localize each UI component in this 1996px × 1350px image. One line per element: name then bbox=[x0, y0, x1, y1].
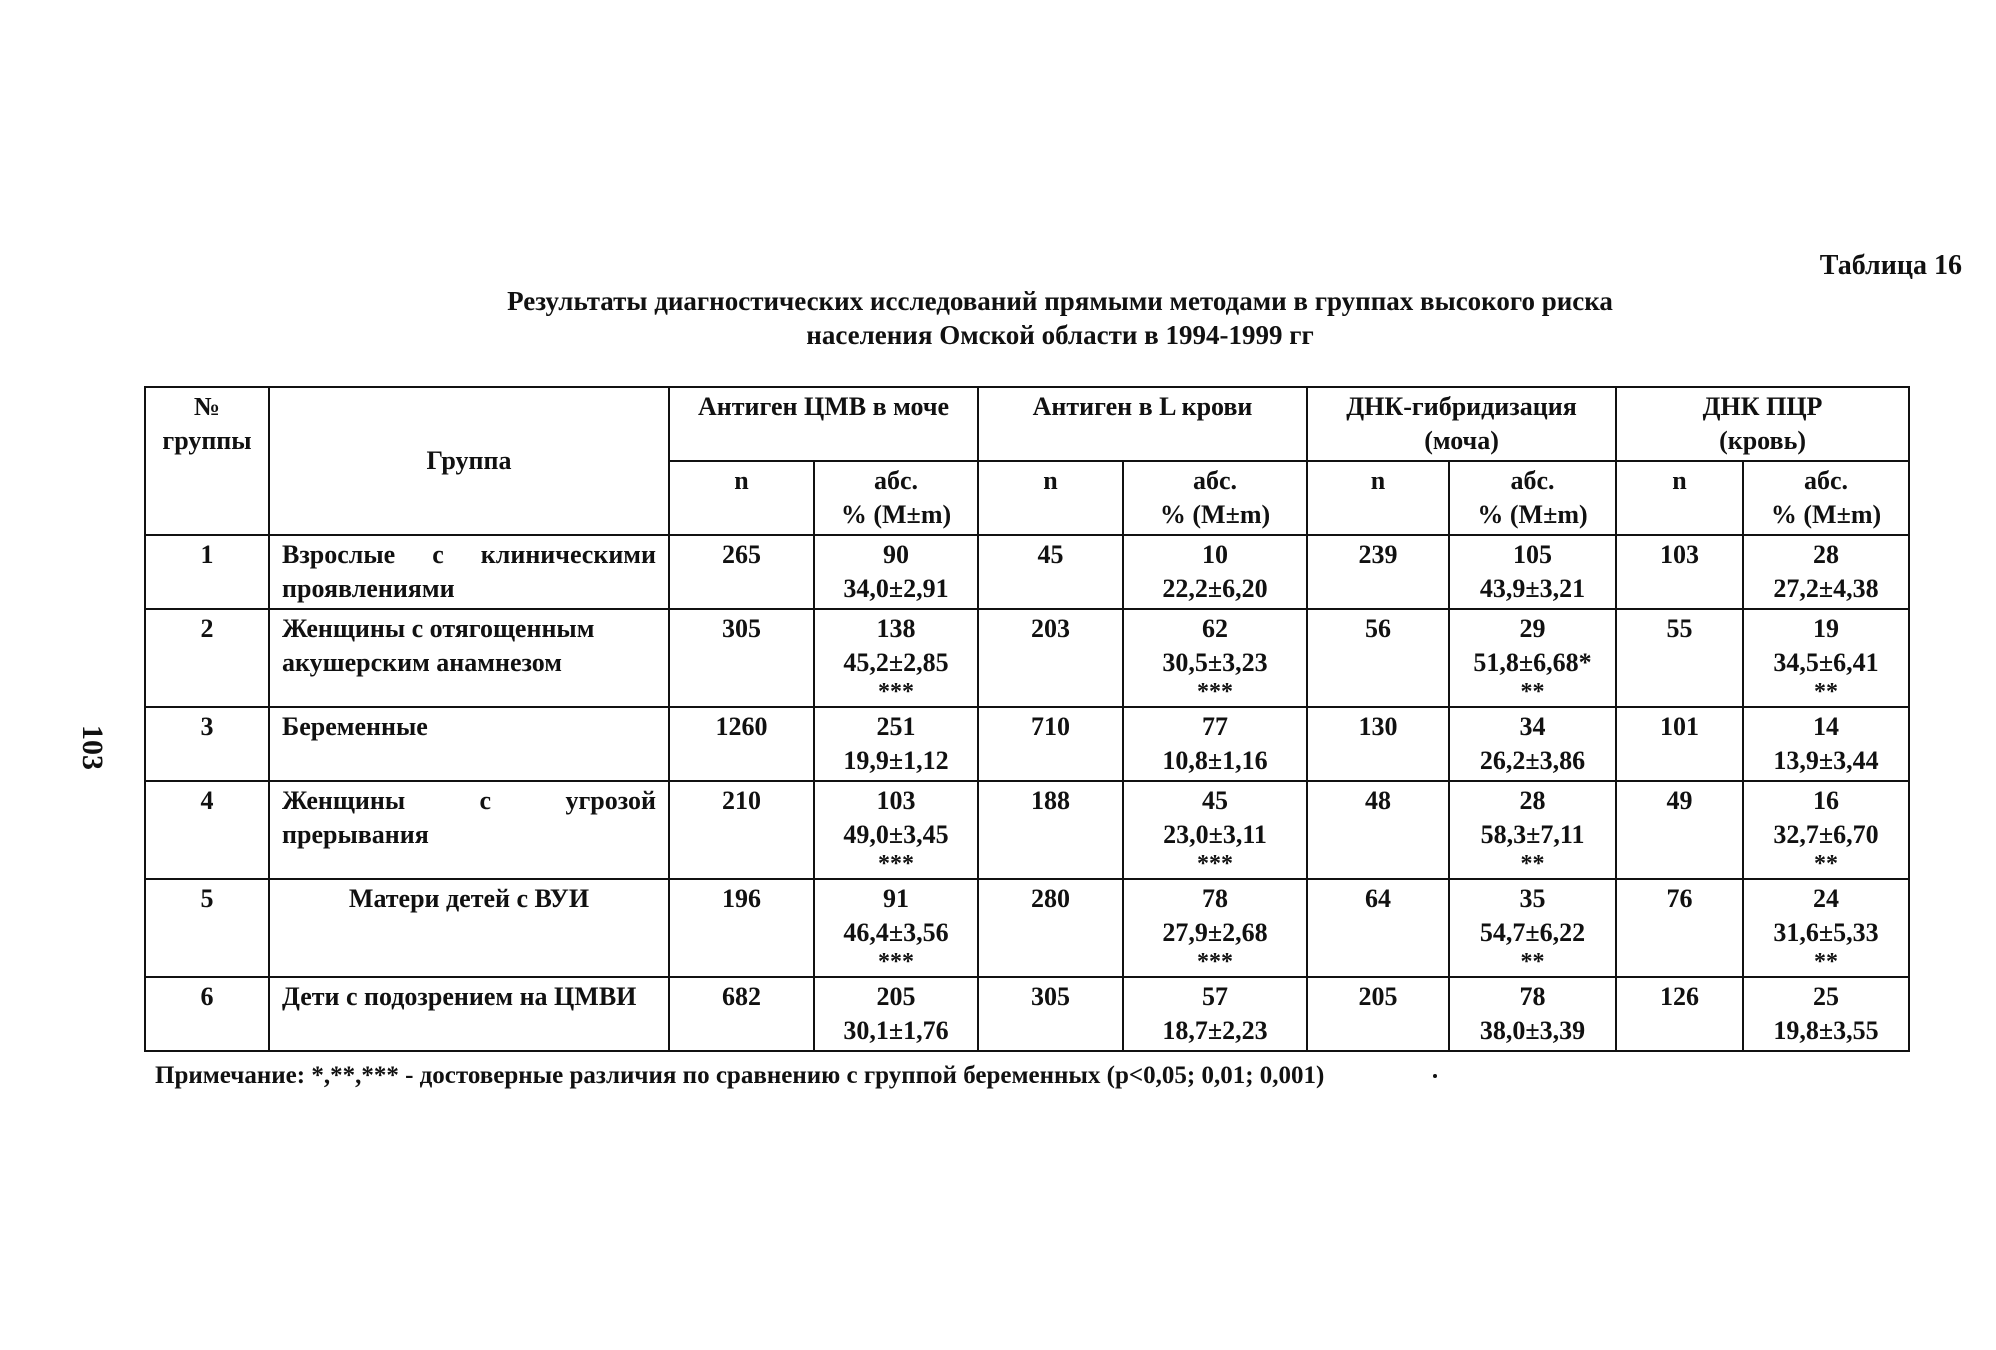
cell-pct: 19,8±3,55 bbox=[1773, 1016, 1879, 1045]
cell-n: 76 bbox=[1616, 879, 1743, 977]
header-antigen-urine bbox=[669, 387, 978, 461]
cell-abs: 62 bbox=[1202, 614, 1229, 643]
cell-n: 64 bbox=[1307, 879, 1449, 977]
cell-pct: 30,5±3,23 bbox=[1162, 648, 1268, 677]
header-antigen-blood-label: Антиген в L крови bbox=[1032, 392, 1253, 421]
cell-abs-pct bbox=[1123, 535, 1307, 609]
header-n: n bbox=[669, 461, 814, 535]
cell-pct: 34,5±6,41 bbox=[1773, 648, 1879, 677]
header-abs: абс. bbox=[1510, 466, 1555, 495]
cell-abs-pct bbox=[1449, 707, 1616, 781]
cell-abs-pct bbox=[814, 879, 978, 977]
cell-pct: 32,7±6,70 bbox=[1773, 820, 1879, 849]
cell-abs-pct bbox=[1743, 609, 1909, 707]
cell-abs: 77 bbox=[1202, 712, 1229, 741]
cell-n: 305 bbox=[669, 609, 814, 707]
header-group-number-line2: группы bbox=[162, 426, 252, 455]
cell-abs-pct bbox=[1449, 977, 1616, 1051]
cell-abs-pct bbox=[1449, 609, 1616, 707]
cell-abs-pct bbox=[814, 609, 978, 707]
page-number: 103 bbox=[76, 725, 109, 770]
cell-abs: 57 bbox=[1202, 982, 1229, 1011]
cell-group-number: 3 bbox=[145, 707, 269, 781]
cell-pct: 38,0±3,39 bbox=[1479, 1016, 1586, 1045]
header-abs-pct bbox=[1743, 461, 1909, 535]
significance-stars: ** bbox=[1814, 851, 1839, 877]
cell-pct: 51,8±6,68* bbox=[1473, 648, 1592, 677]
cell-pct: 22,2±6,20 bbox=[1162, 574, 1268, 603]
cell-pct: 10,8±1,16 bbox=[1162, 746, 1268, 775]
header-abs-pct bbox=[814, 461, 978, 535]
cell-n: 210 bbox=[669, 781, 814, 879]
cell-group-name: Женщины с отягощенным акушерским анамнезом bbox=[269, 609, 669, 707]
cell-n: 265 bbox=[669, 535, 814, 609]
cell-abs: 19 bbox=[1813, 614, 1840, 643]
table-row bbox=[145, 609, 1909, 707]
cell-abs: 29 bbox=[1519, 614, 1546, 643]
cell-abs: 10 bbox=[1202, 540, 1229, 569]
header-group-number bbox=[145, 387, 269, 535]
cell-abs-pct bbox=[1449, 781, 1616, 879]
cell-pct: 18,7±2,23 bbox=[1162, 1016, 1268, 1045]
cell-abs-pct bbox=[1743, 879, 1909, 977]
header-abs-pct bbox=[1123, 461, 1307, 535]
cell-n: 126 bbox=[1616, 977, 1743, 1051]
cell-abs-pct bbox=[1123, 609, 1307, 707]
cell-abs-pct bbox=[1743, 781, 1909, 879]
cell-abs: 251 bbox=[876, 712, 916, 741]
header-n: n bbox=[978, 461, 1123, 535]
header-abs: абс. bbox=[873, 466, 919, 495]
significance-stars: ** bbox=[1814, 679, 1839, 705]
cell-pct: 27,9±2,68 bbox=[1162, 918, 1268, 947]
cell-n: 103 bbox=[1616, 535, 1743, 609]
header-abs-pct bbox=[1449, 461, 1616, 535]
table-row bbox=[145, 879, 1909, 977]
cell-n: 203 bbox=[978, 609, 1123, 707]
cell-pct: 58,3±7,11 bbox=[1480, 820, 1585, 849]
cell-abs-pct bbox=[1123, 977, 1307, 1051]
cell-n: 196 bbox=[669, 879, 814, 977]
table-row bbox=[145, 535, 1909, 609]
cell-n: 49 bbox=[1616, 781, 1743, 879]
table-title bbox=[145, 284, 1975, 352]
cell-abs-pct bbox=[1449, 879, 1616, 977]
header-pct: % (M±m) bbox=[840, 500, 952, 529]
cell-pct: 54,7±6,22 bbox=[1479, 918, 1586, 947]
cell-abs: 45 bbox=[1202, 786, 1229, 815]
table-row bbox=[145, 781, 1909, 879]
header-abs: абс. bbox=[1193, 466, 1238, 495]
cell-abs-pct bbox=[1123, 707, 1307, 781]
header-antigen-urine-label: Антиген ЦМВ в моче bbox=[697, 392, 950, 421]
cell-abs-pct bbox=[1123, 879, 1307, 977]
cell-n: 55 bbox=[1616, 609, 1743, 707]
table-row bbox=[145, 707, 1909, 781]
cell-abs-pct bbox=[814, 707, 978, 781]
cell-abs: 78 bbox=[1202, 884, 1229, 913]
cell-abs: 34 bbox=[1519, 712, 1546, 741]
significance-stars: ** bbox=[1520, 949, 1545, 975]
stray-dot bbox=[1433, 1074, 1437, 1078]
header-abs: абс. bbox=[1804, 466, 1849, 495]
significance-stars: *** bbox=[878, 679, 914, 705]
cell-abs: 138 bbox=[876, 614, 916, 643]
cell-group-number: 2 bbox=[145, 609, 269, 707]
cell-group-name: Женщины с угрозой прерывания bbox=[269, 781, 669, 879]
header-dna-hybridization-line2: (моча) bbox=[1424, 426, 1499, 455]
significance-stars: ** bbox=[1520, 851, 1545, 877]
significance-stars: *** bbox=[1197, 679, 1234, 705]
cell-pct: 19,9±1,12 bbox=[843, 746, 949, 775]
header-n: n bbox=[1307, 461, 1449, 535]
cell-abs: 205 bbox=[876, 982, 916, 1011]
cell-abs: 24 bbox=[1813, 884, 1840, 913]
header-dna-pcr bbox=[1616, 387, 1909, 461]
cell-abs: 28 bbox=[1813, 540, 1840, 569]
cell-n: 1260 bbox=[669, 707, 814, 781]
header-pct: % (M±m) bbox=[1770, 500, 1882, 529]
cell-abs: 14 bbox=[1813, 712, 1840, 741]
header-n: n bbox=[1616, 461, 1743, 535]
cell-abs-pct bbox=[1123, 781, 1307, 879]
cell-abs: 28 bbox=[1519, 786, 1546, 815]
header-row-top bbox=[145, 387, 1909, 461]
cell-n: 305 bbox=[978, 977, 1123, 1051]
cell-pct: 27,2±4,38 bbox=[1773, 574, 1879, 603]
table-row bbox=[145, 977, 1909, 1051]
cell-group-name: Матери детей с ВУИ bbox=[269, 879, 669, 977]
cell-n: 130 bbox=[1307, 707, 1449, 781]
table-label: Таблица 16 bbox=[1819, 250, 1962, 281]
cell-n: 101 bbox=[1616, 707, 1743, 781]
significance-stars: *** bbox=[878, 851, 914, 877]
cell-group-number: 5 bbox=[145, 879, 269, 977]
header-dna-hybridization-line1: ДНК-гибридизация bbox=[1346, 392, 1577, 421]
header-dna-pcr-line1: ДНК ПЦР bbox=[1702, 392, 1823, 421]
cell-n: 188 bbox=[978, 781, 1123, 879]
cell-n: 205 bbox=[1307, 977, 1449, 1051]
cell-abs-pct bbox=[1449, 535, 1616, 609]
cell-pct: 30,1±1,76 bbox=[843, 1016, 949, 1045]
cell-n: 56 bbox=[1307, 609, 1449, 707]
cell-abs-pct bbox=[814, 535, 978, 609]
cell-group-number: 4 bbox=[145, 781, 269, 879]
significance-stars: *** bbox=[1197, 949, 1234, 975]
cell-group-name: Беременные bbox=[269, 707, 669, 781]
cell-group-number: 1 bbox=[145, 535, 269, 609]
table-title-line2: населения Омской области в 1994-1999 гг bbox=[806, 320, 1314, 350]
cell-group-name: Дети с подозрением на ЦМВИ bbox=[269, 977, 669, 1051]
header-antigen-blood bbox=[978, 387, 1307, 461]
cell-n: 48 bbox=[1307, 781, 1449, 879]
cell-n: 682 bbox=[669, 977, 814, 1051]
table-note: Примечание: *,**,*** - достоверные различия по сравнению с группой беременных (p<0,05; 0,01; 0,001) bbox=[155, 1062, 1325, 1089]
cell-abs-pct bbox=[1743, 535, 1909, 609]
cell-pct: 43,9±3,21 bbox=[1479, 574, 1586, 603]
header-pct: % (M±m) bbox=[1159, 500, 1271, 529]
header-dna-hybridization bbox=[1307, 387, 1616, 461]
cell-pct: 23,0±3,11 bbox=[1163, 820, 1267, 849]
significance-stars: *** bbox=[878, 949, 914, 975]
significance-stars: *** bbox=[1197, 851, 1234, 877]
cell-abs-pct bbox=[1743, 707, 1909, 781]
cell-pct: 49,0±3,45 bbox=[843, 820, 949, 849]
cell-n: 280 bbox=[978, 879, 1123, 977]
header-group-number-line1: № bbox=[193, 392, 221, 421]
results-table bbox=[144, 386, 1910, 1052]
cell-n: 710 bbox=[978, 707, 1123, 781]
cell-abs: 91 bbox=[883, 884, 909, 913]
table-title-line1: Результаты диагностических исследований прямыми методами в группах высокого риска bbox=[507, 286, 1613, 316]
cell-group-name: Взрослые с клиническими проявлениями bbox=[269, 535, 669, 609]
cell-abs: 90 bbox=[883, 540, 909, 569]
cell-pct: 31,6±5,33 bbox=[1773, 918, 1879, 947]
cell-pct: 13,9±3,44 bbox=[1773, 746, 1879, 775]
cell-abs: 35 bbox=[1519, 884, 1546, 913]
significance-stars: ** bbox=[1520, 679, 1545, 705]
cell-pct: 46,4±3,56 bbox=[843, 918, 949, 947]
cell-abs: 105 bbox=[1513, 540, 1553, 569]
cell-abs: 16 bbox=[1813, 786, 1840, 815]
significance-stars: ** bbox=[1814, 949, 1839, 975]
cell-abs: 103 bbox=[876, 786, 916, 815]
header-dna-pcr-line2: (кровь) bbox=[1719, 426, 1806, 455]
cell-abs: 25 bbox=[1813, 982, 1840, 1011]
cell-abs-pct bbox=[814, 781, 978, 879]
cell-pct: 26,2±3,86 bbox=[1479, 746, 1586, 775]
cell-group-number: 6 bbox=[145, 977, 269, 1051]
cell-n: 45 bbox=[978, 535, 1123, 609]
cell-pct: 34,0±2,91 bbox=[843, 574, 949, 603]
header-pct: % (M±m) bbox=[1477, 500, 1588, 529]
cell-n: 239 bbox=[1307, 535, 1449, 609]
table-body bbox=[145, 535, 1909, 1051]
cell-abs-pct bbox=[1743, 977, 1909, 1051]
cell-pct: 45,2±2,85 bbox=[843, 648, 949, 677]
cell-abs-pct bbox=[814, 977, 978, 1051]
cell-abs: 78 bbox=[1519, 982, 1546, 1011]
header-group: Группа bbox=[269, 387, 669, 535]
